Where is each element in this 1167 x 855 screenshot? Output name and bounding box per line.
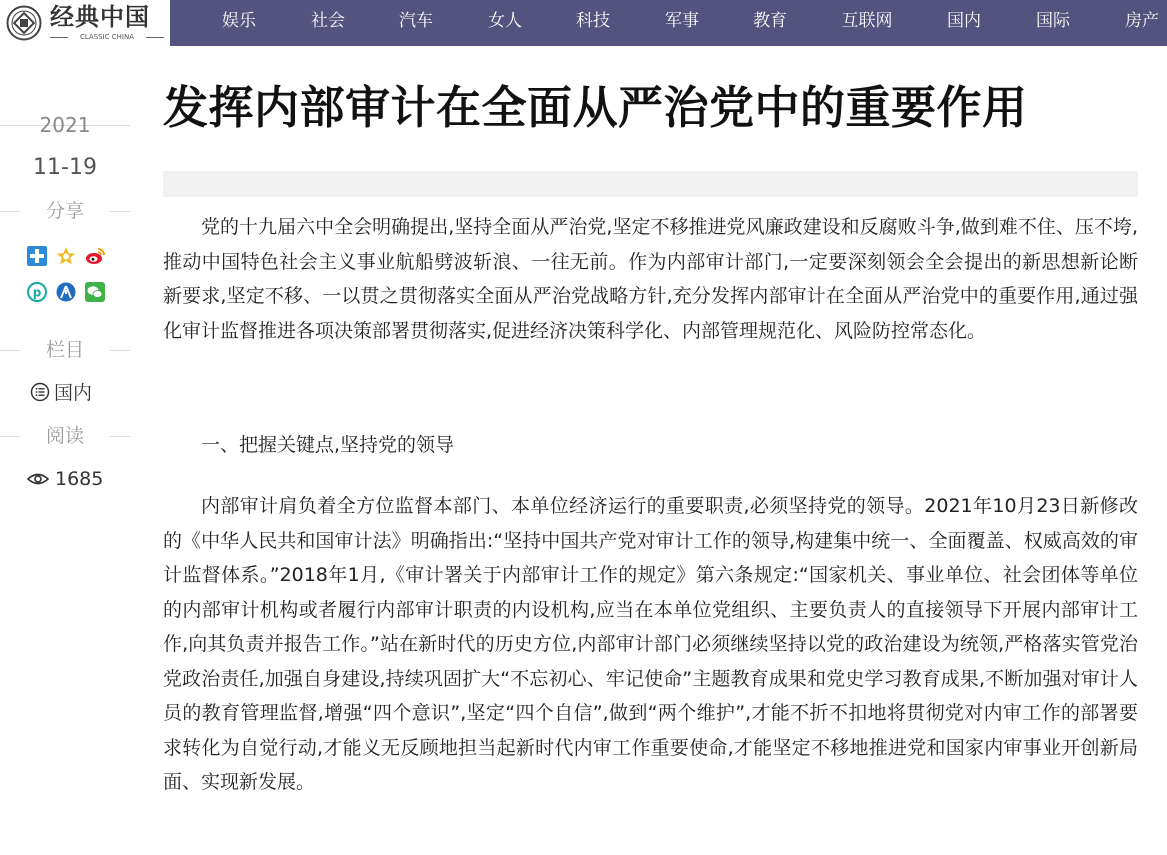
logo-subtitle-text: CLASSIC CHINA	[79, 33, 135, 41]
logo-subtitle	[50, 32, 164, 42]
nav-item-education[interactable]: 教育	[753, 11, 787, 31]
view-count	[27, 466, 103, 492]
category-link[interactable]	[30, 380, 92, 406]
top-nav-bar	[0, 0, 1167, 46]
publish-year: 2021	[39, 113, 91, 137]
logo-emblem-icon	[6, 5, 42, 41]
wechat-icon[interactable]	[85, 282, 105, 302]
article-meta-band	[163, 171, 1138, 197]
publish-date: 11-19	[33, 155, 97, 180]
logo-text: 经典中国	[50, 3, 150, 31]
share-label: 分享	[20, 197, 110, 225]
article-paragraph: 内部审计肩负着全方位监督本部门、本单位经济运行的重要职责,必须坚持党的领导。2021年10月23日新修改的《中华人民共和国审计法》明确指出:“坚持中国共产党对审计工作的领导,构建集中统一、全面覆盖、权威高效的审计监督体系。”2018年1月,《审计署关于内部审计工作的规定》第六条规定:“国家机关、事业单位、社会团体等单位的内部审计机构或者履行内部审计职责的内设机构,应当在本单位党组织、主要负责人的直接领导下开展内部审计工作,向其负责并报告工作。”站在新时代的历史方位,内部审计部门必须继续坚持以党的政治建设为统领,严格落实管党治党政治责任,加强自身建设,持续巩固扩大“不忘初心、牢记使命”主题教育成果和党史学习教育成果,不断加强对审计人员的教育管理监督,增强“四个意识”,坚定“四个自信”,做到“两个维护”,才能不折不扣地将贯彻党对内审工作的部署要求转化为自觉行动,才能义无反顾地担当起新时代内审工作重要使命,才能坚定不移地推进党和国家内审事业开创新局面、实现新发展。	[163, 495, 1138, 793]
favorite-star-icon[interactable]	[56, 246, 76, 266]
nav-item-women[interactable]: 女人	[488, 11, 522, 31]
weibo-icon[interactable]	[85, 246, 105, 266]
nav-item-military[interactable]: 军事	[665, 11, 699, 31]
pinterest-icon[interactable]	[27, 282, 47, 302]
category-label: 栏目	[20, 336, 110, 364]
list-icon	[30, 382, 50, 402]
nav-item-entertainment[interactable]: 娱乐	[222, 11, 256, 31]
nav-item-internet[interactable]: 互联网	[841, 11, 893, 31]
nav-item-domestic[interactable]: 国内	[947, 11, 981, 31]
nav-item-international[interactable]: 国际	[1036, 11, 1070, 31]
article-paragraph: 党的十九届六中全会明确提出,坚持全面从严治党,坚定不移推进党风廉政建设和反腐败斗争,做到难不住、压不垮,推动中国特色社会主义事业航船劈波斩浪、一往无前。作为内部审计部门,一定要深刻领会全会提出的新思想新论断新要求,坚定不移、一以贯之贯彻落实全面从严治党战略方针,充分发挥内部审计在全面从严治党中的重要作用,通过强化审计监督推进各项决策部署贯彻落实,促进经济决策科学化、内部管理规范化、风险防控常态化。	[163, 216, 1138, 342]
site-logo[interactable]	[0, 0, 170, 46]
nav-item-realestate[interactable]: 房产	[1125, 11, 1159, 31]
svg-text:p: p	[32, 285, 42, 300]
logo-rule-left	[50, 37, 68, 38]
category-name: 国内	[54, 382, 93, 404]
eye-icon	[27, 471, 49, 487]
reads-label: 阅读	[20, 422, 110, 450]
logo-rule-right	[146, 37, 164, 38]
qzone-icon[interactable]	[27, 246, 47, 266]
nav-item-society[interactable]: 社会	[311, 11, 345, 31]
nav-item-tech[interactable]: 科技	[576, 11, 610, 31]
renren-icon[interactable]	[56, 282, 76, 302]
view-count-value: 1685	[55, 468, 104, 490]
nav-item-auto[interactable]: 汽车	[399, 11, 433, 31]
article-subheading: 一、把握关键点,坚持党的领导	[201, 434, 455, 456]
article-title: 发挥内部审计在全面从严治党中的重要作用	[163, 81, 1028, 134]
